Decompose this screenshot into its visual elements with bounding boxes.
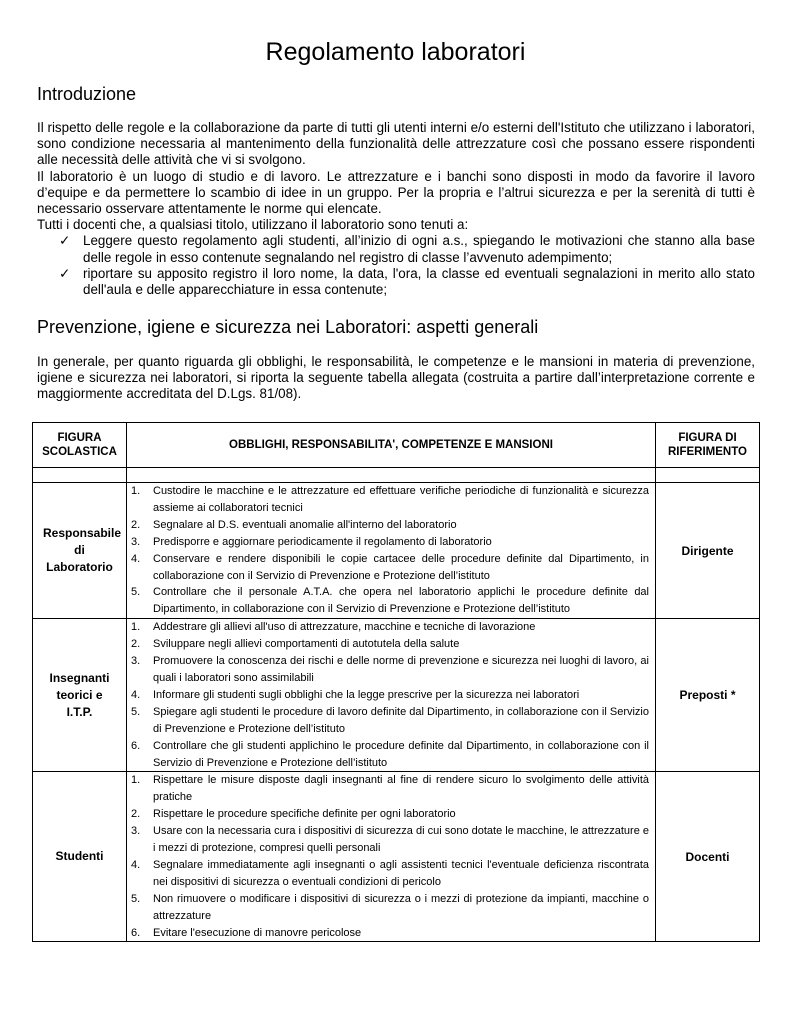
table-header-row	[33, 423, 760, 468]
item-number: 4.	[131, 688, 141, 701]
table-row	[33, 619, 760, 772]
responsibilities-table	[32, 422, 760, 942]
item-text: Segnalare immediatamente agli insegnanti o agli assistenti tecnici l'eventuale deficienza riscontrata nei dispositivi di sicurezza o eventuali condizioni di pericolo	[153, 858, 649, 888]
item-text: Rispettare le misure disposte dagli insegnanti al fine di rendere sicuro lo svolgimento delle attività pratiche	[153, 774, 649, 804]
item-number: 1.	[131, 774, 141, 787]
table-row	[33, 483, 760, 619]
duties-cell	[127, 619, 656, 772]
item-text: Sviluppare negli allievi comportamenti di autotutela della salute	[153, 638, 460, 651]
list-item	[127, 772, 655, 806]
item-text: Rispettare le procedure specifiche definite per ogni laboratorio	[153, 808, 456, 821]
list-item	[127, 551, 655, 585]
list-item	[127, 823, 655, 857]
item-text: Conservare e rendere disponibili le copie cartacee delle procedure definite dal Dipartimento, in collaborazione con il Servizio di Prevenzione e Protezione dell’istituto	[153, 552, 649, 582]
figura-cell: Responsabile di Laboratorio	[33, 483, 127, 619]
item-number: 6.	[131, 926, 141, 939]
duties-cell	[127, 772, 656, 942]
prevention-heading: Prevenzione, igiene e sicurezza nei Laboratori: aspetti generali	[37, 317, 539, 337]
item-number: 1.	[131, 485, 141, 497]
item-text: Spiegare agli studenti le procedure di lavoro definite dal Dipartimento, in collaborazione con il Servizio di Prevenzione e Protezione dell’istituto	[153, 705, 649, 735]
list-item	[127, 483, 655, 517]
list-item	[127, 925, 655, 942]
page-title: Regolamento laboratori	[265, 38, 526, 66]
duties-list	[127, 483, 655, 618]
intro-heading: Introduzione	[37, 84, 137, 104]
duties-list	[127, 619, 655, 771]
intro-paragraph: Tutti i docenti che, a qualsiasi titolo, utilizzano il laboratorio sono tenuti a:	[37, 217, 469, 233]
header-obblighi: OBBLIGHI, RESPONSABILITA', COMPETENZE E MANSIONI	[127, 423, 656, 468]
list-item-text: riportare su apposito registro il loro nome, la data, l'ora, la classe ed eventuali segnalazioni in merito allo stato dell'aula e delle apparecchiature in essa contenute;	[83, 265, 755, 298]
list-item	[127, 584, 655, 618]
item-number: 2.	[131, 518, 141, 531]
list-item	[127, 653, 655, 687]
list-item	[127, 806, 655, 823]
duties-list	[127, 772, 655, 941]
list-item	[127, 738, 655, 772]
item-text: Evitare l'esecuzione di manovre pericolose	[153, 926, 362, 939]
list-item	[127, 891, 655, 925]
item-text: Custodire le macchine e le attrezzature ed effettuare verifiche periodiche di funzionalità e sicurezza assieme ai collaboratori tecnici	[153, 485, 649, 514]
item-text: Informare gli studenti sugli obblighi che la legge prescrive per la sicurezza nei laboratori	[153, 688, 580, 701]
list-item	[127, 534, 655, 551]
item-number: 2.	[131, 808, 141, 821]
prevention-paragraph: In generale, per quanto riguarda gli obblighi, le responsabilità, le competenze e le mansioni in materia di prevenzione, igiene e sicurezza nei laboratori, si riporta la seguente tabella allegata (costruita a partire dall’interpretazione corrente e maggiormente accreditata del D.Lgs. 81/08).	[37, 354, 755, 402]
intro-paragraph: Il rispetto delle regole e la collaborazione da parte di tutti gli utenti interni e/o esterni dell'Istituto che utilizzano i laboratori, sono condizione necessaria al mantenimento della funzionalità delle attrezzature così che possano essere rispondenti alle necessità delle attività che vi si svolgono.	[37, 120, 755, 168]
intro-paragraph: Il laboratorio è un luogo di studio e di lavoro. Le attrezzature e i banchi sono disposti in modo da favorire il lavoro d’equipe e da permettere lo scambio di idee in un gruppo. Per la propria e l’altrui sicurezza e per la serenità di tutti è necessario osservare attentamente le norme qui elencate.	[37, 168, 755, 217]
table-body	[33, 468, 760, 942]
item-text: Non rimuovere o modificare i dispositivi di sicurezza o i mezzi di protezione da impianti, macchine o attrezzature	[153, 892, 649, 922]
item-text: Addestrare gli allievi all'uso di attrezzature, macchine e tecniche di lavorazione	[153, 621, 536, 634]
item-number: 3.	[131, 825, 141, 838]
list-item	[127, 704, 655, 738]
teacher-obligations-list	[37, 233, 755, 298]
item-number: 5.	[131, 586, 141, 599]
checkmark-icon: ✓	[59, 265, 71, 281]
item-text: Segnalare al D.S. eventuali anomalie all'interno del laboratorio	[153, 518, 457, 531]
item-number: 3.	[131, 655, 141, 668]
item-text: Usare con la necessaria cura i dispositivi di sicurezza di cui sono dotate le macchine, le attrezzature e i mezzi di protezione, compresi quelli personali	[153, 825, 649, 855]
item-text: Promuovere la conoscenza dei rischi e delle norme di prevenzione e sicurezza nei luoghi di lavoro, ai quali i laboratori sono assimilabili	[153, 655, 649, 684]
riferimento-cell: Docenti	[656, 772, 760, 942]
item-number: 1.	[131, 621, 141, 634]
header-figura: FIGURA SCOLASTICA	[33, 423, 127, 468]
table-row	[33, 772, 760, 942]
table-spacer-row	[33, 468, 760, 483]
duties-cell	[127, 483, 656, 619]
riferimento-cell: Preposti *	[656, 619, 760, 772]
list-item	[127, 857, 655, 891]
list-item	[127, 619, 655, 636]
item-number: 3.	[131, 535, 141, 548]
list-item	[59, 233, 755, 265]
figura-cell: Studenti	[33, 772, 127, 942]
checkmark-icon: ✓	[59, 233, 71, 249]
figura-cell: Insegnanti teorici e I.T.P.	[33, 619, 127, 772]
item-number: 4.	[131, 858, 141, 871]
item-number: 5.	[131, 705, 141, 718]
list-item	[127, 687, 655, 704]
intro-section	[37, 120, 755, 298]
item-number: 6.	[131, 739, 141, 752]
riferimento-cell: Dirigente	[656, 483, 760, 619]
item-text: Controllare che il personale A.T.A. che opera nel laboratorio applichi le procedure definite dal Dipartimento, in collaborazione con il Servizio di Prevenzione e Protezione dell’istituto	[153, 586, 649, 616]
list-item	[127, 517, 655, 534]
header-riferimento: FIGURA DI RIFERIMENTO	[656, 423, 760, 468]
list-item-text: Leggere questo regolamento agli studenti, all’inizio di ogni a.s., spiegando le motivazioni che stanno alla base delle regole in esso contenute segnalando nel registro di classe l’avvenuto adempimento;	[83, 233, 755, 265]
item-text: Predisporre e aggiornare periodicamente il regolamento di laboratorio	[153, 535, 492, 548]
list-item	[59, 265, 755, 298]
item-number: 2.	[131, 638, 141, 651]
list-item	[127, 636, 655, 653]
item-number: 4.	[131, 552, 141, 565]
item-text: Controllare che gli studenti applichino le procedure definite dal Dipartimento, in collaborazione con il Servizio di Prevenzione e Protezione dell’istituto	[153, 739, 649, 769]
item-number: 5.	[131, 892, 141, 905]
